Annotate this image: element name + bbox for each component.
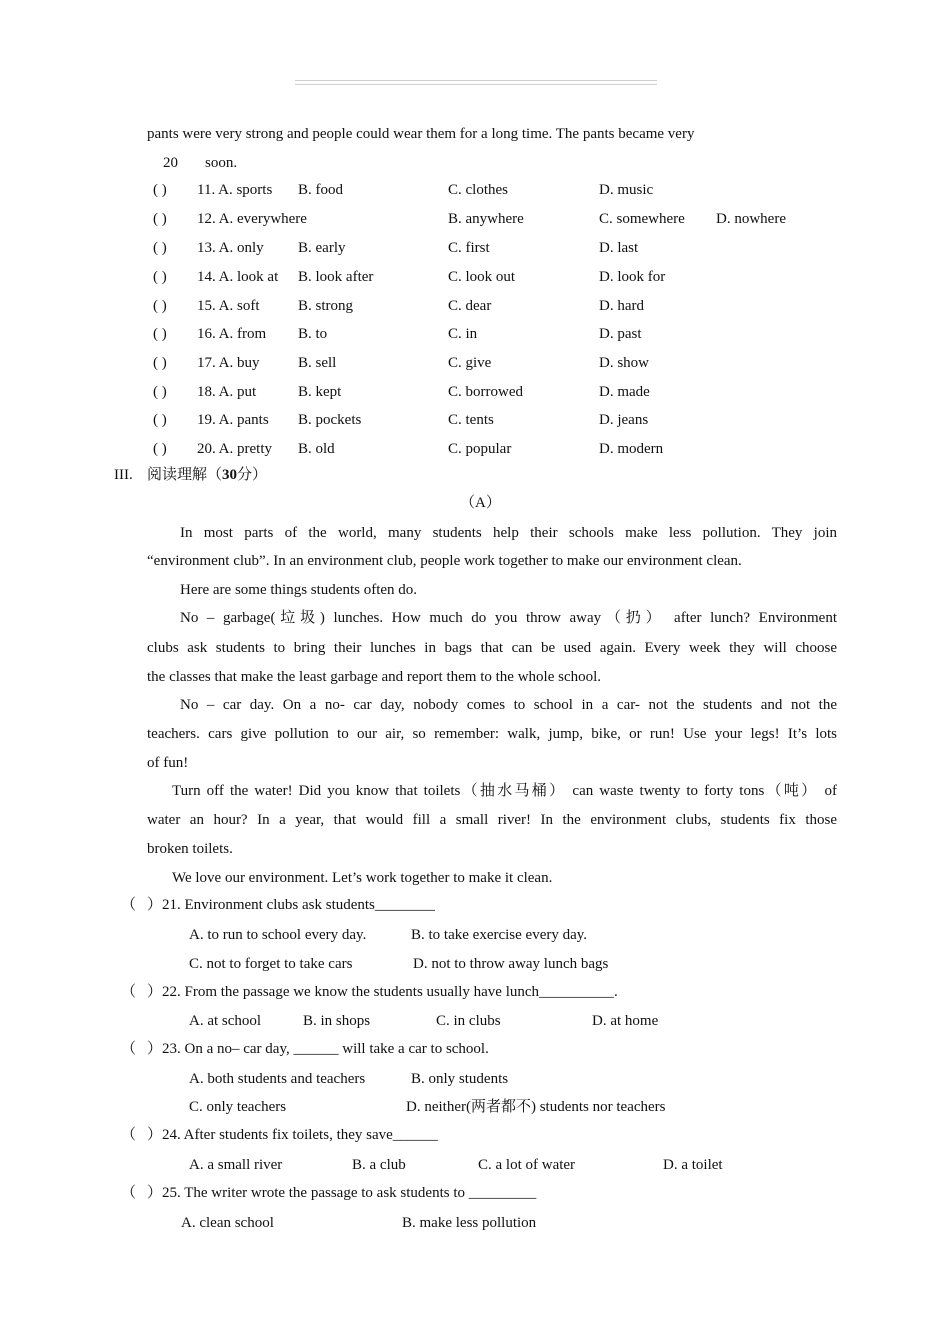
option-a: 13. A. only <box>197 240 264 256</box>
option-c: C. look out <box>448 269 516 285</box>
passage-line: clubs ask students to bring their lunches in bags that can be used again. Every week they will choose <box>147 640 837 656</box>
answer-paren: ( ) <box>153 326 167 342</box>
option-a: 12. A. everywhere <box>197 211 307 227</box>
option-b: B. a club <box>352 1157 406 1173</box>
option-d: D. modern <box>599 441 664 457</box>
passage-line: No – garbage(垃圾) lunches. How much do you throw away（扔） after lunch? Environment <box>180 610 837 626</box>
option-a: 20. A. pretty <box>197 441 272 457</box>
passage-line: We love our environment. Let’s work together to make it clean. <box>172 870 553 886</box>
option-a: A. clean school <box>181 1215 274 1231</box>
option-d: D. at home <box>592 1013 659 1029</box>
section-title-text: 分） <box>237 467 268 483</box>
passage-line: broken toilets. <box>147 841 233 857</box>
option-a: 17. A. buy <box>197 355 260 371</box>
option-b: B. only students <box>411 1071 509 1087</box>
passage-line: of fun! <box>147 755 189 771</box>
option-c: C. borrowed <box>448 384 523 400</box>
answer-paren-open: （ <box>121 984 137 1000</box>
cloze-blank-number: 20 <box>163 155 178 171</box>
header-rule <box>295 80 657 85</box>
passage-line: Here are some things students often do. <box>180 582 418 598</box>
passage-label: （A） <box>460 495 501 511</box>
option-d: D. look for <box>599 269 666 285</box>
cloze-passage-line: soon. <box>205 155 238 171</box>
passage-line: water an hour? In a year, that would fill a small river! In the environment clubs, students fix those <box>147 812 837 828</box>
option-a: 19. A. pants <box>197 412 269 428</box>
option-c: C. somewhere <box>599 211 685 227</box>
answer-paren: ( ) <box>153 441 167 457</box>
answer-paren: ( ) <box>153 240 167 256</box>
option-a: A. at school <box>189 1013 262 1029</box>
section-number: III. <box>114 467 133 483</box>
option-a: 11. A. sports <box>197 182 273 198</box>
answer-paren: ( ) <box>153 355 167 371</box>
option-a: 15. A. soft <box>197 298 260 314</box>
answer-paren: ( ) <box>153 182 167 198</box>
option-d: D. last <box>599 240 639 256</box>
option-c: C. in clubs <box>436 1013 501 1029</box>
option-c: C. first <box>448 240 490 256</box>
option-c: C. only teachers <box>189 1099 287 1115</box>
option-b: B. to <box>298 326 328 342</box>
option-b: B. make less pollution <box>402 1215 537 1231</box>
option-d: D. jeans <box>599 412 649 428</box>
passage-line: teachers. cars give pollution to our air, so remember: walk, jump, bike, or run! Use your legs! It’s lots <box>147 726 837 742</box>
question-22: ）22. From the passage we know the students usually have lunch__________. <box>147 984 618 1000</box>
option-b: B. sell <box>298 355 337 371</box>
passage-line: No – car day. On a no- car day, nobody comes to school in a car- not the students and not the <box>180 697 837 713</box>
option-d: D. show <box>599 355 650 371</box>
question-25: ）25. The writer wrote the passage to ask students to _________ <box>147 1185 537 1201</box>
answer-paren: ( ) <box>153 412 167 428</box>
option-a: A. both students and teachers <box>189 1071 366 1087</box>
answer-paren: ( ) <box>153 211 167 227</box>
option-d: D. neither(两者都不) students nor teachers <box>406 1099 666 1115</box>
option-b: B. pockets <box>298 412 362 428</box>
option-c: C. a lot of water <box>478 1157 576 1173</box>
option-d: D. past <box>599 326 642 342</box>
passage-line: the classes that make the least garbage and report them to the whole school. <box>147 669 602 685</box>
option-a: A. to run to school every day. <box>189 927 367 943</box>
answer-paren: ( ) <box>153 298 167 314</box>
option-b: B. anywhere <box>448 211 524 227</box>
option-c: C. not to forget to take cars <box>189 956 353 972</box>
option-c: C. clothes <box>448 182 508 198</box>
option-d: D. not to throw away lunch bags <box>413 956 609 972</box>
option-b: B. old <box>298 441 335 457</box>
cloze-passage-line: pants were very strong and people could wear them for a long time. The pants became very <box>147 126 695 142</box>
option-b: B. to take exercise every day. <box>411 927 588 943</box>
passage-line: In most parts of the world, many students help their schools make less pollution. They join <box>180 525 837 541</box>
option-b: B. in shops <box>303 1013 371 1029</box>
option-a: A. a small river <box>189 1157 283 1173</box>
option-a: 14. A. look at <box>197 269 279 285</box>
option-c: C. in <box>448 326 478 342</box>
section-title <box>147 465 267 485</box>
section-score: 30 <box>222 467 238 483</box>
answer-paren-open: （ <box>121 897 137 913</box>
answer-paren-open: （ <box>121 1127 137 1143</box>
option-b: B. strong <box>298 298 354 314</box>
question-23: ）23. On a no– car day, ______ will take a car to school. <box>147 1041 489 1057</box>
answer-paren-open: （ <box>121 1041 137 1057</box>
option-d: D. a toilet <box>663 1157 723 1173</box>
option-b: B. food <box>298 182 343 198</box>
question-24: ）24. After students fix toilets, they save______ <box>147 1127 438 1143</box>
answer-paren: ( ) <box>153 269 167 285</box>
option-c: C. tents <box>448 412 494 428</box>
option-a: 18. A. put <box>197 384 257 400</box>
option-a: 16. A. from <box>197 326 267 342</box>
option-b: B. look after <box>298 269 374 285</box>
option-c: C. dear <box>448 298 492 314</box>
option-c: C. give <box>448 355 492 371</box>
option-c: C. popular <box>448 441 512 457</box>
option-d: D. made <box>599 384 650 400</box>
option-b: B. early <box>298 240 346 256</box>
option-d: D. nowhere <box>716 211 786 227</box>
option-d: D. hard <box>599 298 644 314</box>
answer-paren-open: （ <box>121 1185 137 1201</box>
option-b: B. kept <box>298 384 342 400</box>
option-d: D. music <box>599 182 654 198</box>
question-21: ）21. Environment clubs ask students________ <box>147 897 435 913</box>
passage-line: Turn off the water! Did you know that toilets（抽水马桶） can waste twenty to forty tons（吨） of <box>172 783 837 799</box>
passage-line: “environment club”. In an environment club, people work together to make our environment clean. <box>147 553 742 569</box>
section-title-text: 阅读理解（ <box>147 467 223 483</box>
answer-paren: ( ) <box>153 384 167 400</box>
